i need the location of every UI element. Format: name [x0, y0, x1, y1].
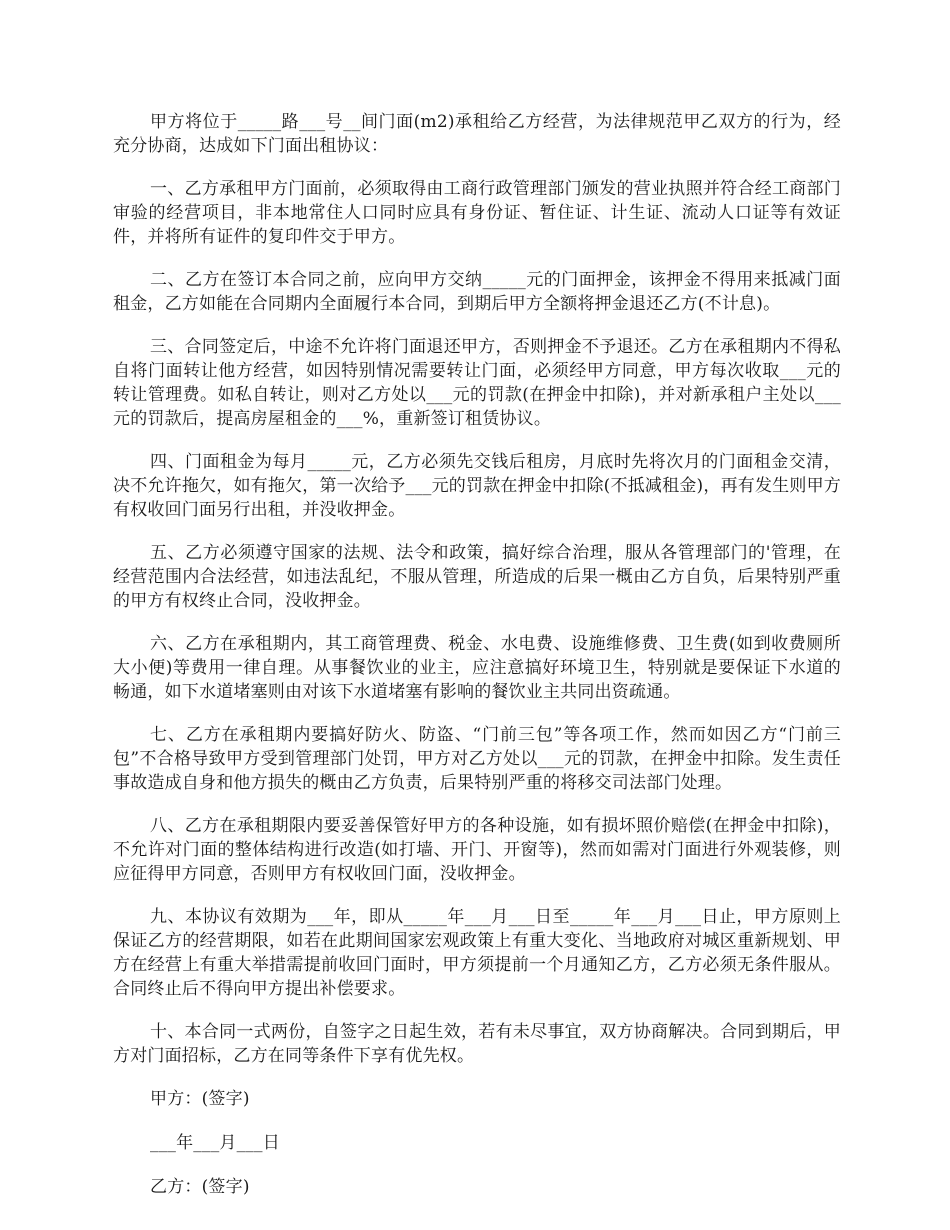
clause-6: 六、乙方在承租期内，其工商管理费、税金、水电费、设施维修费、卫生费(如到收费厕所大小便)等费用一律自理。从事餐饮业的业主，应注意搞好环境卫生，特别就是要保证下水道的畅通，如下水道堵塞则由对该下水道堵塞有影响的餐饮业主共同出资疏通。 [113, 634, 841, 702]
clause-10: 十、本合同一式两份，自签字之日起生效，若有未尽事宜，双方协商解决。合同到期后，甲方对门面招标，乙方在同等条件下享有优先权。 [113, 1022, 841, 1066]
clause-4: 四、门面租金为每月_____元，乙方必须先交钱后租房，月底时先将次月的门面租金交清，决不允许拖欠，如有拖欠，第一次给予___元的罚款在押金中扣除(不抵减租金)，再有发生则甲方有权收回门面另行出租，并没收押金。 [113, 452, 841, 520]
clause-5: 五、乙方必须遵守国家的法规、法令和政策，搞好综合治理，服从各管理部门的'管理，在经营范围内合法经营，如违法乱纪，不服从管理，所造成的后果一概由乙方自负，后果特别严重的甲方有权终止合同，没收押金。 [113, 543, 841, 611]
clause-1: 一、乙方承租甲方门面前，必须取得由工商行政管理部门颁发的营业执照并符合经工商部门审验的经营项目，非本地常住人口同时应具有身份证、暂住证、计生证、流动人口证等有效证件，并将所有证件的复印件交于甲方。 [113, 179, 841, 247]
clause-3: 三、合同签定后，中途不允许将门面退还甲方，否则押金不予退还。乙方在承租期内不得私自将门面转让他方经营，如因特别情况需要转让门面，必须经甲方同意，甲方每次收取___元的转让管理费。如私自转让，则对乙方处以___元的罚款(在押金中扣除)，并对新承租户主处以___元的罚款后，提高房屋租金的___%，重新签订租赁协议。 [113, 337, 841, 429]
party-b-signature: 乙方：(签字) [150, 1177, 250, 1197]
clause-2: 二、乙方在签订本合同之前，应向甲方交纳_____元的门面押金，该押金不得用来抵减门面租金，乙方如能在合同期内全面履行本合同，到期后甲方全额将押金退还乙方(不计息)。 [113, 270, 841, 314]
signature-date: ___年___月___日 [150, 1133, 280, 1153]
contract-body [113, 110, 841, 1219]
clause-9: 九、本协议有效期为___年，即从_____年___月___日至_____年___月___日止，甲方原则上保证乙方的经营期限，如若在此期间国家宏观政策上有重大变化、当地政府对城区重新规划、甲方在经营上有重大举措需提前收回门面时，甲方须提前一个月通知乙方，乙方必须无条件服从。合同终止后不得向甲方提出补偿要求。 [113, 907, 841, 999]
party-a-signature: 甲方：(签字) [150, 1089, 250, 1109]
clause-7: 七、乙方在承租期内要搞好防火、防盗、“门前三包”等各项工作，然而如因乙方“门前三包”不合格导致甲方受到管理部门处罚，甲方对乙方处以___元的罚款，在押金中扣除。发生责任事故造成自身和他方损失的概由乙方负责，后果特别严重的将移交司法部门处理。 [113, 725, 841, 793]
clause-8: 八、乙方在承租期限内要妥善保管好甲方的各种设施，如有损坏照价赔偿(在押金中扣除)，不允许对门面的整体结构进行改造(如打墙、开门、开窗等)，然而如需对门面进行外观装修，则应征得甲方同意，否则甲方有权收回门面，没收押金。 [113, 816, 841, 884]
intro-paragraph: 甲方将位于_____路___号__间门面(m2)承租给乙方经营，为法律规范甲乙双方的行为，经充分协商，达成如下门面出租协议： [113, 112, 841, 156]
